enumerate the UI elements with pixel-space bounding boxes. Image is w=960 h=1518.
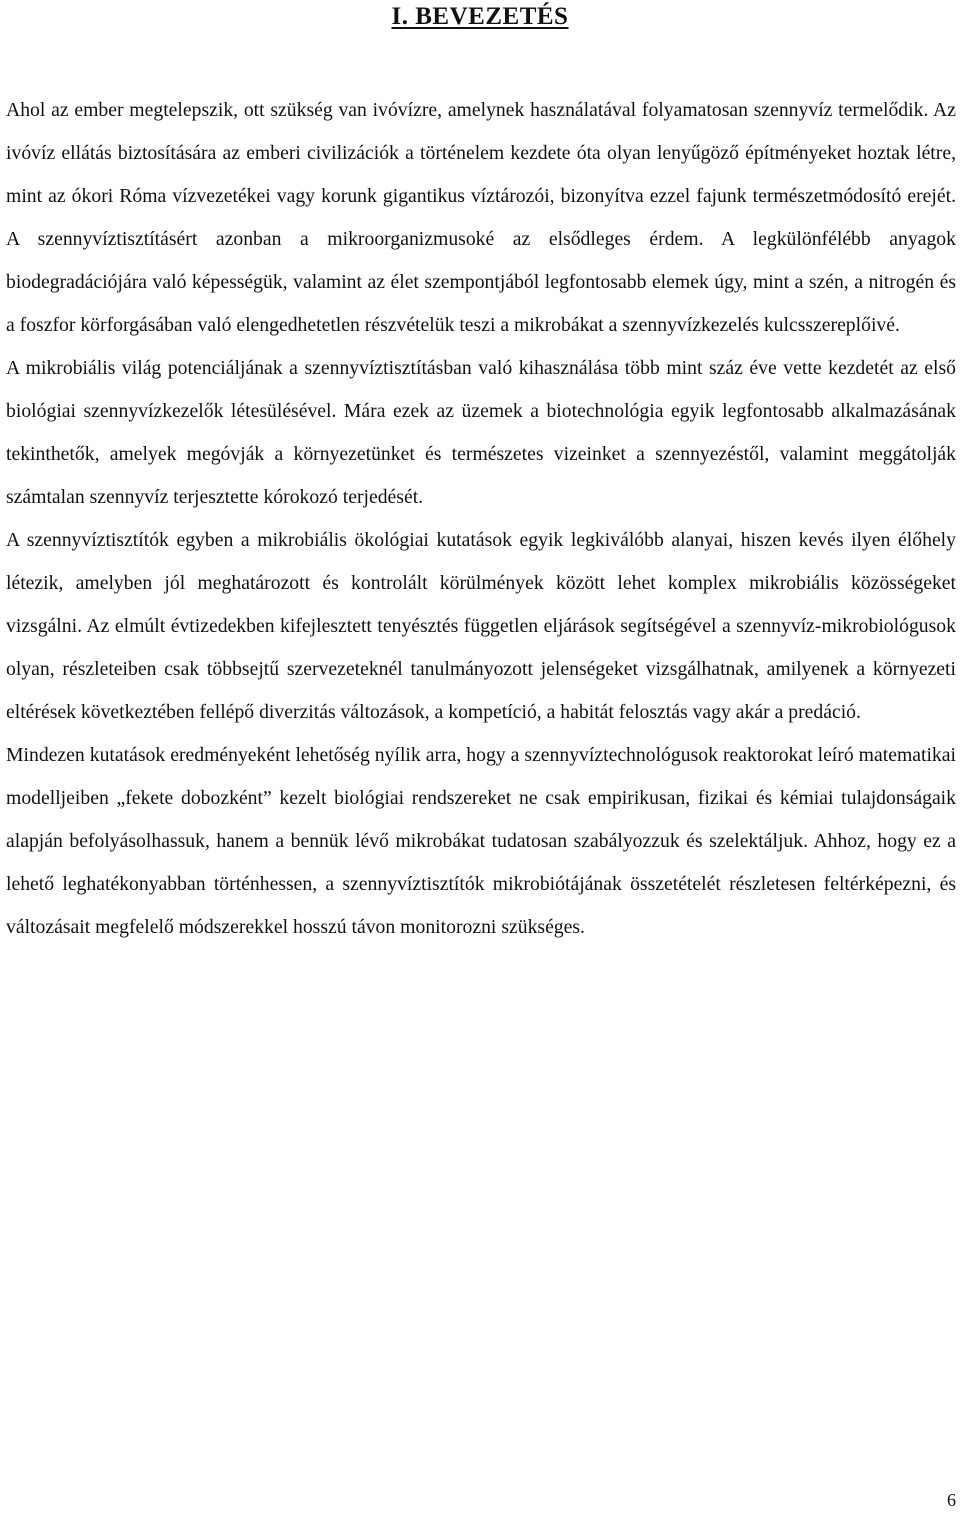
paragraph-2: A mikrobiális világ potenciáljának a szennyvíztisztításban való kihasználása több mint száz éve vette kezdetét az első biológiai szennyvízkezelők létesülésével. Mára ezek az üzemek a biotechnológia egyik legfontosabb alkalmazásának tekinthetők, amelyek megóvják a környezetünket és természetes vizeinket a szennyezéstől, valamint meggátolják számtalan szennyvíz terjesztette kórokozó terjedését. — [6, 357, 956, 508]
paragraph-4: Mindezen kutatások eredményeként lehetőség nyílik arra, hogy a szennyvíztechnológusok reaktorokat leíró matematikai modelljeiben „fekete dobozként” kezelt biológiai rendszereket ne csak empirikusan, fizikai és kémiai tulajdonságaik alapján befolyásolhassuk, hanem a bennük lévő mikrobákat tudatosan szabályozzuk és szelektáljuk. Ahhoz, hogy ez a lehető leghatékonyabban történhessen, a szennyvíztisztítók mikrobiótájának összetételét részletesen feltérképezni, és változásait megfelelő módszerekkel hosszú távon monitorozni szükséges. — [6, 744, 956, 938]
paragraph-1: Ahol az ember megtelepszik, ott szükség van ivóvízre, amelynek használatával folyamatosan szennyvíz termelődik. Az ivóvíz ellátás biztosítására az emberi civilizációk a történelem kezdete óta olyan lenyűgöző építményeket hoztak létre, mint az ókori Róma vízvezetékei vagy korunk gigantikus víztározói, bizonyítva ezzel fajunk természetmódosító erejét. A szennyvíztisztításért azonban a mikroorganizmusoké az elsődleges érdem. A legkülönfélébb anyagok biodegradációjára való képességük, valamint az élet szempontjából legfontosabb elemek úgy, mint a szén, a nitrogén és a foszfor körforgásában való elengedhetetlen részvételük teszi a mikrobákat a szennyvízkezelés kulcsszereplőivé. — [6, 99, 956, 336]
body-text — [6, 89, 956, 949]
page-number: 6 — [947, 1490, 956, 1510]
paragraph-3: A szennyvíztisztítók egyben a mikrobiális ökológiai kutatások egyik legkiválóbb alanyai, hiszen kevés ilyen élőhely létezik, amelyben jól meghatározott és kontrolált körülmények között lehet komplex mikrobiális közösségeket vizsgálni. Az elmúlt évtizedekben kifejlesztett tenyésztés független eljárások segítségével a szennyvíz-mikrobiológusok olyan, részleteiben csak többsejtű szervezeteknél tanulmányozott jelenségeket vizsgálhatnak, amilyenek a környezeti eltérések következtében fellépő diverzitás változások, a kompetíció, a habitát felosztás vagy akár a predáció. — [6, 529, 956, 723]
chapter-title: I. BEVEZETÉS — [391, 3, 569, 30]
